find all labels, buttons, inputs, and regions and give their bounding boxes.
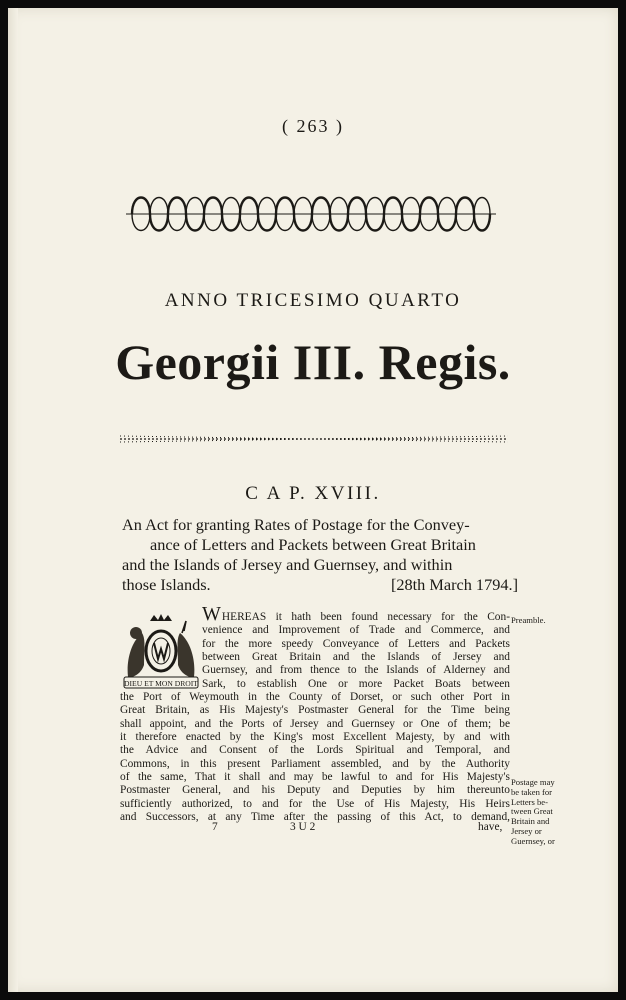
- body-line: the Port of Weymouth in the County of Dorset, or such other Port in: [120, 691, 510, 704]
- act-body-text: [120, 603, 510, 825]
- body-line: Postmaster General, and his Deputy and Deputies by him thereunto: [120, 784, 510, 797]
- act-title-line: ance of Letters and Packets between Great Britain: [150, 535, 476, 554]
- margin-note-line: be taken for: [511, 786, 553, 797]
- margin-note-line: Postage may: [511, 777, 555, 787]
- body-line: shall appoint, and the Ports of Jersey and Guernsey or One of them; be: [120, 717, 510, 730]
- signature-mark: 3 U 2: [290, 821, 316, 833]
- body-line: Guernsey, and from thence to the Islands of Alderney and: [202, 664, 510, 677]
- act-title-line: and the Islands of Jersey and Guernsey, and within: [122, 555, 453, 574]
- body-line: Commons, in this present Parliament assembled, and by the Authority: [120, 757, 510, 770]
- act-title-line: An Act for granting Rates of Postage for the Convey-: [122, 515, 470, 534]
- margin-note-line: Letters be-: [511, 796, 548, 807]
- margin-note-preamble: Preamble.: [511, 615, 546, 625]
- margin-note-line: Guernsey, or: [511, 835, 555, 846]
- body-line: sufficiently authorized, to and for the Use of His Majesty, His Heirs: [120, 797, 510, 810]
- act-title-line: those Islands.: [122, 575, 211, 594]
- body-line: the Advice and Consent of the Lords Spiritual and Temporal, and: [120, 744, 510, 757]
- decorative-ornament-band: [126, 186, 496, 242]
- body-line: and Successors, at any Time after the passing of this Act, to demand,: [120, 811, 510, 824]
- reign-title: Georgii III. Regis.: [115, 334, 511, 390]
- body-line: WHEREAS it hath been found necessary for the Con-: [202, 603, 510, 625]
- margin-note-line: tween Great: [511, 806, 553, 817]
- act-title: [122, 515, 518, 595]
- page-number: ( 263 ): [282, 116, 344, 136]
- body-line: it therefore enacted by the King's most Excellent Majesty, by and with: [120, 731, 510, 744]
- body-line: between Great Britain and the Islands of Jersey and: [202, 651, 510, 664]
- coat-of-arms-motto: DIEU ET MON DROIT: [124, 679, 198, 688]
- chapter-heading: C A P. XVIII.: [245, 483, 381, 504]
- anno-heading: ANNO TRICESIMO QUARTO: [164, 290, 462, 311]
- margin-note-line: Jersey or: [511, 825, 542, 836]
- body-line: Sark, to establish One or more Packet Boats between: [202, 677, 510, 690]
- margin-note-postage: [511, 778, 591, 847]
- catchword: have,: [478, 821, 503, 833]
- margin-note-line: Britain and: [511, 816, 550, 827]
- act-date: [28th March 1794.]: [390, 575, 518, 594]
- signature-number: 7: [212, 821, 218, 833]
- decorative-star-rule: [120, 434, 508, 444]
- body-line: for the more speedy Conveyance of Letters and Packets: [202, 637, 510, 650]
- body-line: Great Britain, as His Majesty's Postmaster General for the Time being: [120, 704, 510, 717]
- body-line: of the same, That it shall and may be lawful to and for His Majesty's: [120, 771, 510, 784]
- body-line: venience and Improvement of Trade and Commerce, and: [202, 624, 510, 637]
